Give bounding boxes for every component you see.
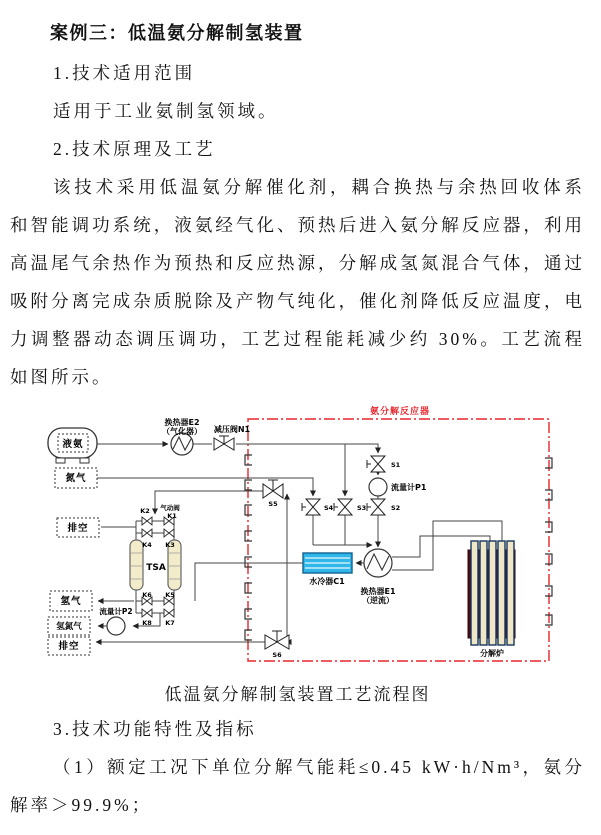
section3-item1: （1）额定工况下单位分解气能耗≤0.45 kW·h/Nm³，氨分解率＞99.9%；	[10, 757, 585, 815]
vent-top-box	[57, 518, 99, 537]
process-flow-diagram	[0, 396, 601, 680]
section2-body: 该技术采用低温氨分解催化剂，耦合换热与余热回收体系和智能调功系统，液氨经气化、预热后进入氨分解反应器，利用高温尾气余热作为预热和反应热源，分解成氢氮混合气体，通过吸附分离完成杂质脱除及产物气纯化，催化剂降低反应温度，电力调整器动态调压调功，工艺过程能耗减少约 30%。工艺流程如图所示。	[10, 177, 585, 387]
valve-k2-label: K2	[140, 507, 150, 515]
decomposition-furnace	[468, 541, 515, 658]
valve-k3-label: K3	[165, 541, 175, 549]
h2n2-label: 氢氮气	[56, 622, 82, 632]
cooler-label: 水冷器C1	[309, 577, 345, 586]
pipes	[96, 444, 502, 642]
vent-bottom-label: 排空	[58, 641, 80, 652]
valve-s2-label: S2	[391, 504, 401, 512]
stream-boxes	[48, 468, 99, 655]
hx1-name: 换热器E1	[360, 587, 396, 596]
flowmeter-p2-label: 流量计P2	[99, 607, 133, 616]
valve-k5-label: K5	[165, 591, 175, 599]
valve-s3-label: S3	[357, 504, 367, 512]
valve-k6-label: K6	[142, 591, 152, 599]
hx2-sub: （气化器）	[162, 427, 202, 436]
water-cooler-c1	[303, 553, 352, 586]
valve-s1-label: S1	[391, 461, 401, 469]
figure-caption: 低温氨分解制氢装置工艺流程图	[164, 685, 431, 704]
liquid-ammonia-tank	[48, 428, 97, 463]
hydrogen-box	[50, 591, 92, 611]
valve-s6-label: S6	[272, 651, 282, 659]
section1-heading: 1.技术适用范围	[53, 63, 196, 83]
furnace-label: 分解炉	[480, 649, 504, 658]
pressure-reducing-valve-n1	[214, 424, 251, 450]
valve-k8-label: K8	[142, 619, 152, 627]
hydrogen-label: 氢气	[60, 596, 82, 607]
section3-heading: 3.技术功能特性及指标	[53, 719, 257, 739]
hx2-name: 换热器E2	[164, 418, 200, 427]
valve-k4-label: K4	[142, 541, 152, 549]
h2n2-box	[48, 617, 90, 635]
valve-n1-label: 减压阀N1	[213, 425, 251, 434]
valve-s4-label: S4	[324, 504, 334, 512]
valve-k7-label: K7	[165, 619, 175, 627]
process-flow-svg	[0, 396, 601, 680]
section1-body: 适用于工业氨制氢领域。	[53, 101, 279, 121]
hx1-sub: （逆流）	[362, 596, 394, 605]
reactor-boundary-label: 氨分解反应器	[369, 407, 431, 417]
nitrogen-box	[55, 468, 97, 488]
tank-label: 液氨	[62, 439, 84, 450]
heat-exchanger-e1	[360, 549, 395, 605]
heat-exchanger-e2	[162, 417, 202, 455]
flowmeter-p1-label: 流量计P1	[391, 483, 427, 492]
page-title: 案例三：低温氨分解制氢装置	[50, 23, 304, 44]
nitrogen-label: 氮气	[65, 473, 87, 484]
flow-meter-p1	[369, 478, 427, 496]
vent-top-label: 排空	[67, 523, 89, 534]
valve-s5-label: S5	[268, 500, 278, 508]
vent-bottom-box	[48, 637, 90, 655]
pneumatic-valve-label: 气动阀	[160, 504, 180, 512]
valve-k1-label: K1	[167, 512, 177, 520]
flow-meter-p2	[99, 606, 132, 635]
tsa-label: TSA	[146, 563, 166, 573]
section2-heading: 2.技术原理及工艺	[53, 139, 216, 159]
